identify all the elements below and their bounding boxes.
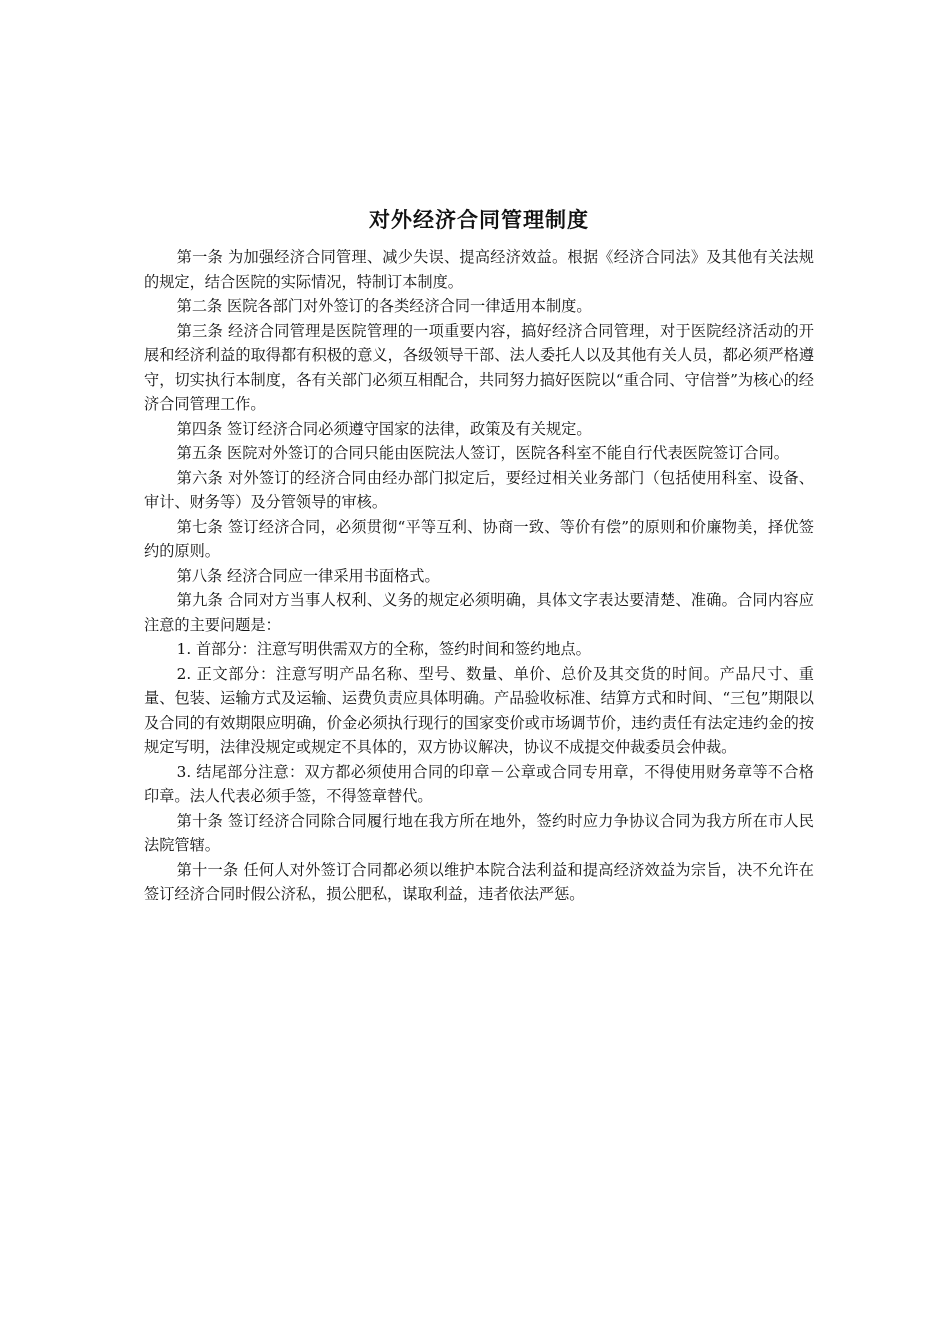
article-7: 第七条 签订经济合同，必须贯彻“平等互利、协商一致、等价有偿”的原则和价廉物美，择优签约的原则。 (144, 517, 814, 560)
article-2: 第二条 医院各部门对外签订的各类经济合同一律适用本制度。 (176, 297, 592, 315)
article-3: 第三条 经济合同管理是医院管理的一项重要内容，搞好经济合同管理，对于医院经济活动的开展和经济利益的取得都有积极的意义，各级领导干部、法人委托人以及其他有关人员，都必须严格遵守，切实执行本制度，各有关部门必须互相配合，共同努力搞好医院以“重合同、守信誉”为核心的经济合同管理工作。 (144, 321, 814, 413)
article-11: 第十一条 任何人对外签订合同都必须以维护本院合法利益和提高经济效益为宗旨，决不允许在签订经济合同时假公济私，损公肥私，谋取利益，违者依法严惩。 (144, 860, 814, 903)
article-9-item-3: 3. 结尾部分注意：双方都必须使用合同的印章－公章或合同专用章，不得使用财务章等不合格印章。法人代表必须手签，不得签章替代。 (144, 762, 814, 805)
article-4: 第四条 签订经济合同必须遵守国家的法律，政策及有关规定。 (176, 419, 592, 438)
article-5: 第五条 医院对外签订的合同只能由医院法人签订，医院各科室不能自行代表医院签订合同。 (176, 444, 789, 462)
article-9-item-2: 2. 正文部分：注意写明产品名称、型号、数量、单价、总价及其交货的时间。产品尺寸、重量、包装、运输方式及运输、运费负责应具体明确。产品验收标准、结算方式和时间、“三包”期限以及合同的有效期限应明确，价金必须执行现行的国家变价或市场调节价，违约责任有法定违约金的按规定写明，法律没规定或规定不具体的，双方协议解决，协议不成提交仲裁委员会仲裁。 (144, 664, 814, 756)
article-6: 第六条 对外签订的经济合同由经办部门拟定后，要经过相关业务部门（包括使用科室、设备、审计、财务等）及分管领导的审核。 (144, 468, 814, 511)
article-10: 第十条 签订经济合同除合同履行地在我方所在地外，签约时应力争协议合同为我方所在市人民法院管辖。 (144, 811, 814, 854)
document-title: 对外经济合同管理制度 (369, 208, 589, 232)
document-page (144, 205, 814, 907)
article-9-item-1: 1. 首部分：注意写明供需双方的全称，签约时间和签约地点。 (176, 640, 591, 658)
article-9: 第九条 合同对方当事人权利、义务的规定必须明确，具体文字表达要清楚、准确。合同内容应注意的主要问题是： (144, 591, 814, 634)
article-1: 第一条 为加强经济合同管理、减少失误、提高经济效益。根据《经济合同法》及其他有关法规的规定，结合医院的实际情况，特制订本制度。 (144, 248, 814, 291)
article-8: 第八条 经济合同应一律采用书面格式。 (176, 566, 440, 585)
